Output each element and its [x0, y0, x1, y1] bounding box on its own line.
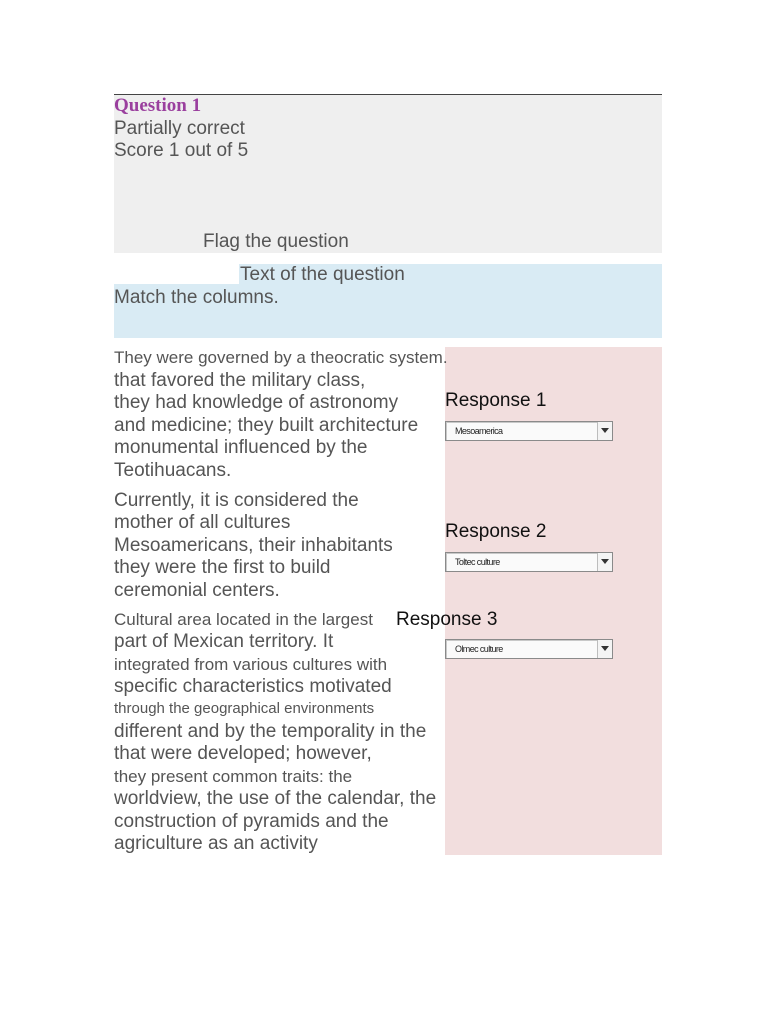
stem-line: different and by the temporality in the — [114, 721, 427, 742]
stem-line: Mesoamericans, their inhabitants — [114, 535, 393, 556]
stem-line: Currently, it is considered the — [114, 490, 359, 511]
question-text-title: Text of the question — [240, 264, 405, 285]
chevron-down-icon — [597, 553, 612, 571]
chevron-down-icon — [597, 640, 612, 658]
match-stem-2 — [114, 489, 454, 602]
stem-line: monumental influenced by the — [114, 437, 368, 458]
stem-line: through the geographical environments — [114, 700, 375, 717]
stem-line: agriculture as an activity — [114, 833, 318, 854]
stem-line: that were developed; however, — [114, 743, 372, 764]
response-label-3: Response 3 — [396, 609, 498, 630]
match-stem-1 — [114, 347, 454, 482]
panel-gap — [114, 264, 239, 284]
selected-value: Toltec culture — [455, 557, 500, 567]
stem-line: Teotihuacans. — [114, 460, 232, 481]
match-stem-3 — [114, 609, 454, 855]
stem-line: ceremonial centers. — [114, 580, 280, 601]
stem-line: they present common traits: the — [114, 767, 353, 786]
question-grade: Score 1 out of 5 — [114, 140, 249, 161]
response-label-1: Response 1 — [445, 390, 547, 411]
question-info-panel — [114, 95, 662, 253]
question-number: Question 1 — [114, 95, 202, 116]
question-state: Partially correct — [114, 118, 245, 139]
stem-line: mother of all cultures — [114, 512, 291, 533]
selected-value: Mesoamerica — [455, 426, 503, 436]
stem-line: specific characteristics motivated — [114, 676, 392, 697]
response-select-1[interactable] — [445, 421, 613, 441]
question-text-panel — [114, 264, 662, 338]
stem-line: and medicine; they built architecture — [114, 415, 419, 436]
stem-line: worldview, the use of the calendar, the — [114, 788, 437, 809]
stem-line: Cultural area located in the largest — [114, 610, 373, 629]
question-text-body: Match the columns. — [114, 287, 279, 308]
response-label-2: Response 2 — [445, 521, 547, 542]
stem-line: they had knowledge of astronomy — [114, 392, 399, 413]
flag-question-link[interactable]: Flag the question — [203, 231, 349, 252]
stem-line: part of Mexican territory. It — [114, 631, 334, 652]
stem-line: They were governed by a theocratic system. — [114, 348, 448, 367]
stem-line: they were the first to build — [114, 557, 331, 578]
stem-line: construction of pyramids and the — [114, 811, 389, 832]
stem-line: integrated from various cultures with — [114, 655, 388, 674]
selected-value: Olmec culture — [455, 644, 503, 654]
response-select-2[interactable] — [445, 552, 613, 572]
chevron-down-icon — [597, 422, 612, 440]
response-select-3[interactable] — [445, 639, 613, 659]
stem-line: that favored the military class, — [114, 370, 366, 391]
